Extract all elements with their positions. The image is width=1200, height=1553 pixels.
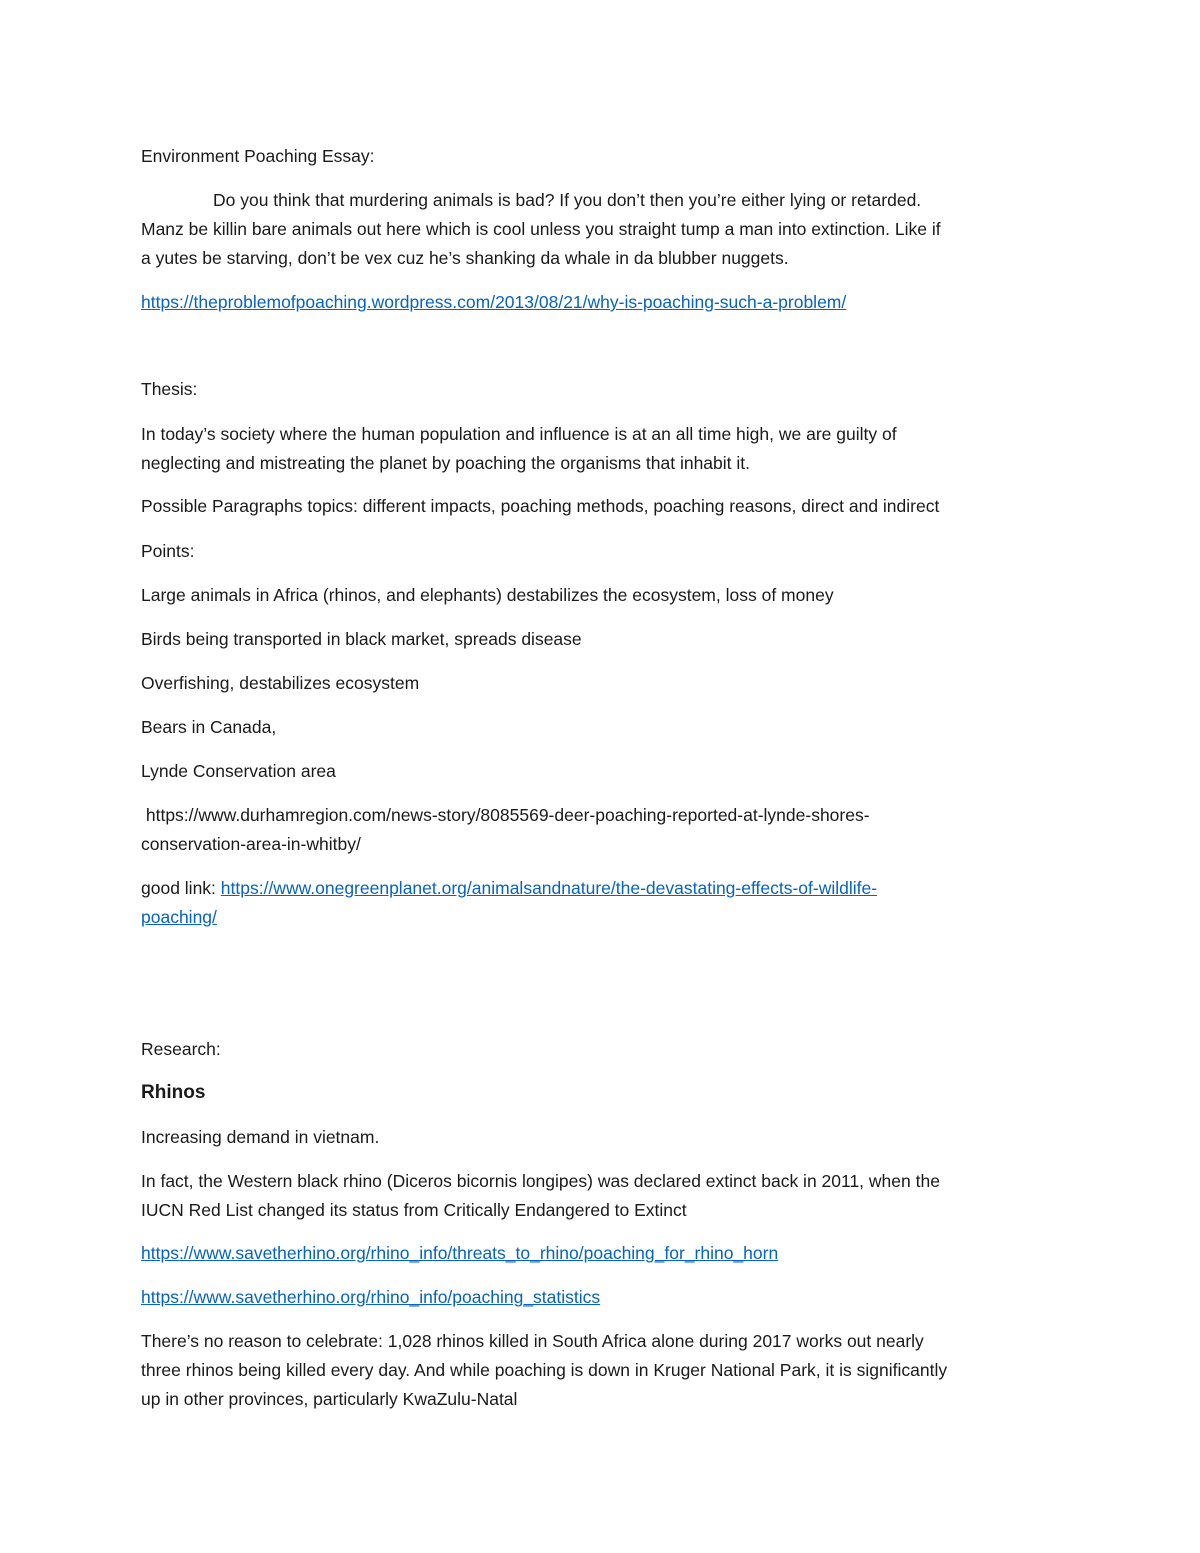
- rhino-fact-line: IUCN Red List changed its status from Critically Endangered to Extinct: [141, 1200, 687, 1220]
- poaching-problem-link[interactable]: https://theproblemofpoaching.wordpress.com/2013/08/21/why-is-poaching-such-a-problem/: [141, 292, 847, 312]
- point-item: Lynde Conservation area: [141, 761, 336, 781]
- rhino-fact-paragraph: [141, 1167, 1071, 1225]
- thesis-label: Thesis:: [141, 379, 198, 399]
- research-label: Research:: [141, 1039, 221, 1059]
- point-item: Large animals in Africa (rhinos, and elephants) destabilizes the ecosystem, loss of money: [141, 585, 834, 605]
- durham-link-line: conservation-area-in-whitby/: [141, 834, 361, 854]
- rhino-demand: Increasing demand in vietnam.: [141, 1127, 380, 1147]
- rhino-stats-line: three rhinos being killed every day. And while poaching is down in Kruger National Park, it is significantly: [141, 1360, 948, 1380]
- savetherhino-statistics-link[interactable]: https://www.savetherhino.org/rhino_info/poaching_statistics: [141, 1287, 601, 1307]
- rhino-stats-paragraph: [141, 1327, 1071, 1414]
- point-item: Overfishing, destabilizes ecosystem: [141, 673, 420, 693]
- intro-line: Do you think that murdering animals is bad? If you don’t then you’re either lying or retarded.: [213, 190, 922, 210]
- good-link-paragraph: [141, 874, 1071, 932]
- onegreenplanet-link-continued[interactable]: poaching/: [141, 907, 217, 927]
- rhino-stats-line: There’s no reason to celebrate: 1,028 rhinos killed in South Africa alone during 2017 works out nearly: [141, 1331, 924, 1351]
- savetherhino-poaching-horn-link[interactable]: https://www.savetherhino.org/rhino_info/threats_to_rhino/poaching_for_rhino_horn: [141, 1243, 779, 1263]
- rhino-fact-line: In fact, the Western black rhino (Diceros bicornis longipes) was declared extinct back in 2011, when the: [141, 1171, 940, 1191]
- good-link-label: good link:: [141, 878, 221, 898]
- durham-link-line: https://www.durhamregion.com/news-story/8085569-deer-poaching-reported-at-lynde-shores-: [141, 805, 870, 825]
- document-title: Environment Poaching Essay:: [141, 146, 375, 166]
- intro-line: a yutes be starving, don’t be vex cuz he’s shanking da whale in da blubber nuggets.: [141, 248, 789, 268]
- onegreenplanet-link[interactable]: https://www.onegreenplanet.org/animalsandnature/the-devastating-effects-of-wildlife-: [220, 878, 878, 898]
- intro-paragraph: [141, 186, 1071, 273]
- thesis-paragraph: [141, 420, 1071, 478]
- rhinos-heading: Rhinos: [141, 1082, 206, 1103]
- thesis-line: In today’s society where the human population and influence is at an all time high, we are guilty of: [141, 424, 897, 444]
- durham-link-text: [141, 801, 1071, 859]
- rhino-stats-line: up in other provinces, particularly KwaZulu-Natal: [141, 1389, 518, 1409]
- paragraph-topics: Possible Paragraphs topics: different impacts, poaching methods, poaching reasons, direct and indirect: [141, 496, 940, 516]
- intro-line: Manz be killin bare animals out here which is cool unless you straight tump a man into extinction. Like if: [141, 219, 941, 239]
- point-item: Bears in Canada,: [141, 717, 277, 737]
- points-label: Points:: [141, 541, 195, 561]
- thesis-line: neglecting and mistreating the planet by poaching the organisms that inhabit it.: [141, 453, 750, 473]
- point-item: Birds being transported in black market, spreads disease: [141, 629, 582, 649]
